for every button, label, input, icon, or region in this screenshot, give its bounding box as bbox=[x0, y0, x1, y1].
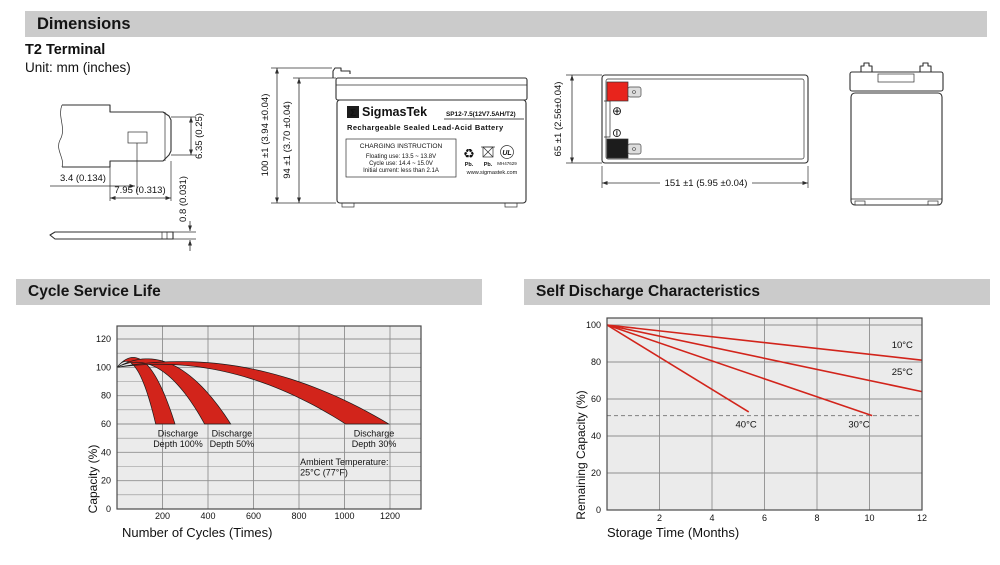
x-tick-label: 400 bbox=[200, 511, 216, 521]
y-tick-label: 20 bbox=[100, 475, 111, 486]
plus-symbol: ⊕ bbox=[611, 104, 623, 118]
x-tick-label: 10 bbox=[864, 513, 875, 523]
charging-line-2: Cycle use: 14.4 ~ 15.0V bbox=[369, 161, 433, 167]
x-tick-label: 1200 bbox=[379, 511, 401, 521]
terminal-type-title: T2 Terminal bbox=[25, 42, 106, 58]
dim-case-height: 94 ±1 (3.70 ±0.04) bbox=[282, 101, 293, 179]
x-tick-label: 4 bbox=[709, 513, 715, 523]
y-tick-label: 80 bbox=[100, 390, 111, 401]
negative-terminal-tab bbox=[628, 144, 641, 154]
charging-title: CHARGING INSTRUCTION bbox=[359, 143, 443, 150]
y-tick-label: 60 bbox=[100, 418, 111, 429]
chart-annotation: Ambient Temperature: 25°C (77°F) bbox=[300, 457, 389, 478]
y-tick-label: 0 bbox=[105, 504, 111, 514]
battery-top-view bbox=[553, 75, 808, 189]
negative-terminal-block bbox=[607, 139, 628, 158]
model-number: SP12-7.5(12V7.5AH/T2) bbox=[446, 111, 516, 118]
chart-annotation: Discharge Depth 50% bbox=[209, 428, 255, 450]
chart-annotation: Discharge Depth 30% bbox=[351, 428, 397, 450]
side-terminal-2 bbox=[920, 63, 931, 72]
front-terminal-tab bbox=[333, 68, 350, 78]
front-lid bbox=[336, 78, 527, 100]
charging-line-3: Initial current: less than 2.1A bbox=[363, 168, 439, 174]
unit-note: Unit: mm (inches) bbox=[25, 60, 131, 75]
y-tick-label: 40 bbox=[590, 431, 601, 441]
side-lid bbox=[850, 72, 943, 91]
battery-side-view bbox=[850, 63, 943, 205]
battery-label bbox=[346, 105, 524, 177]
dim-thickness: 0.8 (0.031) bbox=[178, 176, 189, 222]
x-tick-label: 800 bbox=[291, 511, 307, 521]
temperature-line-label: 30°C bbox=[848, 419, 870, 431]
terminal-edge-view bbox=[50, 232, 173, 239]
cycle-xaxis-title: Number of Cycles (Times) bbox=[122, 525, 273, 540]
dim-tab-length: 7.95 (0.313) bbox=[114, 185, 166, 196]
chart-annotation: Discharge Depth 100% bbox=[153, 428, 203, 450]
side-body bbox=[851, 93, 942, 205]
y-tick-label: 0 bbox=[595, 505, 601, 515]
break-line bbox=[59, 105, 63, 167]
y-tick-label: 20 bbox=[590, 468, 601, 478]
section-header-dimensions: Dimensions bbox=[25, 11, 987, 37]
positive-terminal-block bbox=[607, 82, 628, 101]
y-tick-label: 100 bbox=[585, 320, 601, 330]
terminal-detail-drawing bbox=[50, 105, 205, 251]
crossed-bin-icon bbox=[481, 147, 495, 157]
cycle-yaxis-title: Capacity (%) bbox=[86, 444, 100, 514]
x-tick-label: 8 bbox=[814, 513, 820, 523]
website-text: www.sigmastek.com bbox=[466, 170, 518, 176]
y-tick-label: 100 bbox=[95, 362, 111, 373]
positive-terminal-tab bbox=[628, 87, 641, 97]
x-tick-label: 1000 bbox=[334, 511, 355, 521]
charts-canvas bbox=[0, 310, 1000, 565]
ul-mark-icon bbox=[497, 146, 517, 167]
ul-letters: UL bbox=[502, 150, 512, 157]
terminal-strip bbox=[604, 101, 610, 137]
pb-recycle-label: Pb. bbox=[464, 162, 474, 168]
battery-front-view bbox=[260, 68, 527, 207]
self-xaxis-title: Storage Time (Months) bbox=[607, 525, 740, 540]
temperature-line-label: 10°C bbox=[891, 340, 913, 352]
dim-tab-height: 6.35 (0.25) bbox=[194, 113, 205, 159]
x-tick-label: 12 bbox=[916, 513, 928, 523]
minus-symbol: ⊖ bbox=[610, 127, 624, 139]
y-tick-label: 80 bbox=[590, 357, 601, 367]
x-tick-label: 200 bbox=[154, 511, 171, 521]
dimension-drawings bbox=[0, 45, 1000, 280]
brand-name: SigmasTek bbox=[362, 105, 428, 119]
pb-bin-label: Pb. bbox=[483, 162, 493, 168]
charging-line-1: Floating use: 13.5 ~ 13.8V bbox=[365, 154, 437, 160]
x-tick-label: 600 bbox=[245, 511, 262, 521]
y-tick-label: 60 bbox=[590, 394, 601, 404]
x-tick-label: 6 bbox=[761, 513, 768, 523]
dim-top-length: 151 ±1 (5.95 ±0.04) bbox=[664, 178, 748, 189]
dim-tab-offset: 3.4 (0.134) bbox=[60, 173, 106, 184]
temperature-line-label: 40°C bbox=[735, 419, 757, 431]
sigma-glyph: Σ bbox=[349, 108, 357, 119]
self-yaxis-title: Remaining Capacity (%) bbox=[574, 390, 588, 520]
x-tick-label: 2 bbox=[656, 513, 663, 523]
ul-file-number: MH47629 bbox=[497, 161, 517, 166]
terminal-hole bbox=[128, 132, 147, 143]
section-header-cycle-service-life: Cycle Service Life bbox=[16, 279, 482, 305]
section-header-self-discharge: Self Discharge Characteristics bbox=[524, 279, 990, 305]
self-discharge-chart bbox=[586, 318, 927, 523]
temperature-line-label: 25°C bbox=[891, 366, 913, 378]
cycle-service-life-chart bbox=[96, 326, 421, 521]
y-tick-label: 120 bbox=[95, 333, 111, 344]
battery-type-line: Rechargeable Sealed Lead-Acid Battery bbox=[347, 123, 504, 132]
recycle-pb-icon: ♻ bbox=[463, 146, 475, 161]
y-tick-label: 40 bbox=[100, 447, 111, 458]
dim-total-height: 100 ±1 (3.94 ±0.04) bbox=[260, 93, 271, 177]
side-handle-recess bbox=[878, 74, 914, 82]
side-terminal-1 bbox=[861, 63, 872, 72]
dim-top-width: 65 ±1 (2.56±0.04) bbox=[553, 81, 564, 157]
